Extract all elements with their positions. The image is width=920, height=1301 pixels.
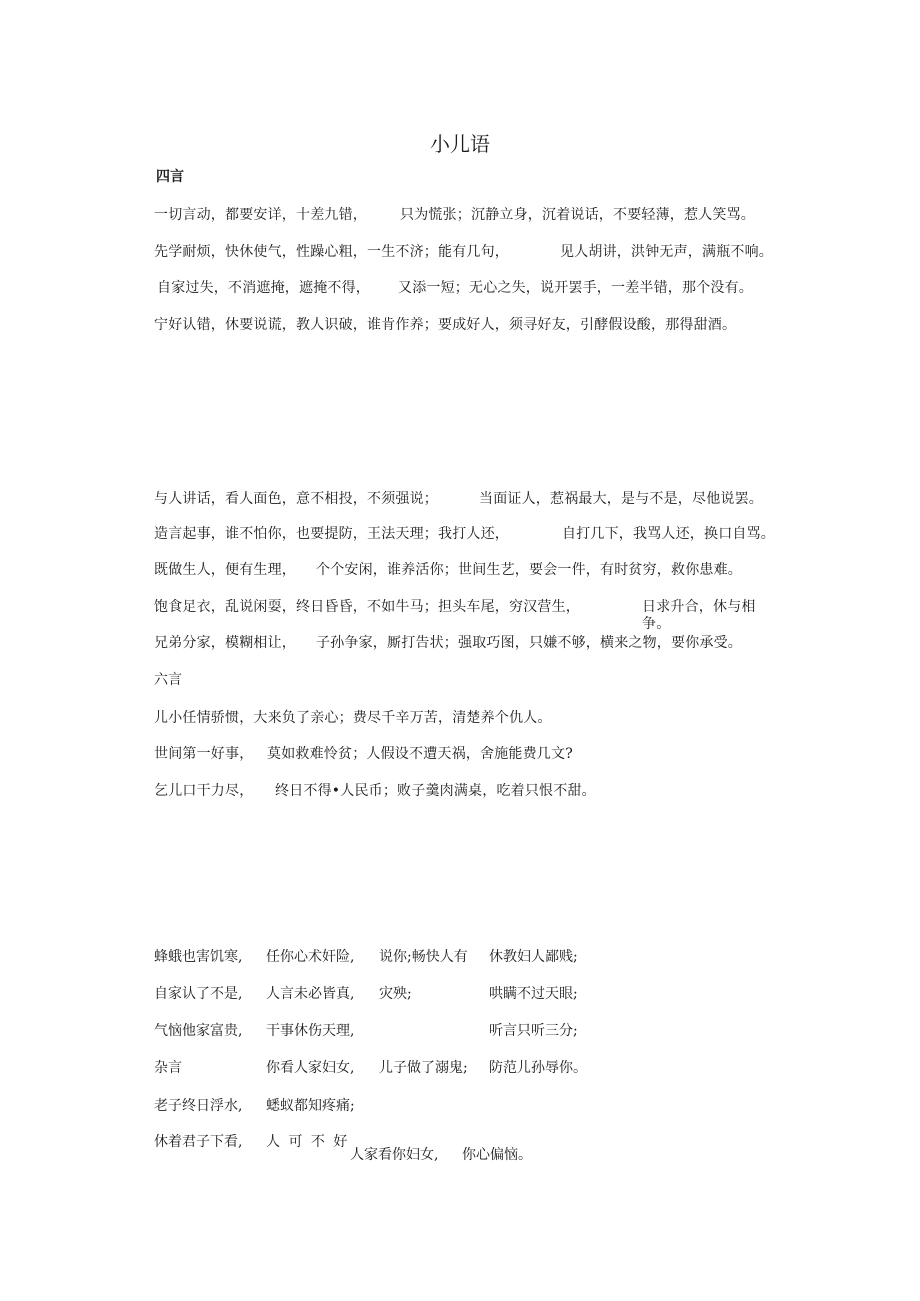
text-segment: 世间第一好事， <box>154 746 254 762</box>
table-cell: 你看人家妇女, <box>266 1060 355 1076</box>
table-cell: 任你心术奸险, <box>266 949 355 965</box>
table-cell: 自家认了不是, <box>154 986 243 1002</box>
text-segment: 乞儿口干力尽， <box>154 783 254 799</box>
text-segment: 造言起事，谁不怕你，也要提防，王法天理；我打人还， <box>154 526 509 542</box>
table-cell: 气恼他家富贵, <box>154 1023 243 1039</box>
text-segment: 只为慌张；沉静立身，沉着说话，不要轻薄，惹人笑骂。 <box>400 207 755 223</box>
text-segment: 宁好认错，休要说谎，教人识破，谁肯作养；要成好人，须寻好友，引酵假设酸，那得甜酒。 <box>154 317 737 333</box>
text-segment: 子孙争家，厮打告状；强取巧图，只嫌不够，横来之物，要你承受。 <box>316 635 742 651</box>
text-segment: 兄弟分家，模糊相让， <box>154 635 296 651</box>
text-segment: 自打几下，我骂人还，换口自骂。 <box>562 526 775 542</box>
text-segment: 又添一短；无心之失，说开罢手，一差半错，那个没有。 <box>398 280 753 296</box>
table-cell: 蟋蚁都知疼痛; <box>266 1098 355 1114</box>
text-segment: 个个安闲，谁养活你；世间生艺，要会一件，有时贫穷，救你患难。 <box>316 562 742 578</box>
table-cell: 干事休伤天理, <box>266 1023 355 1039</box>
table-cell: 老子终日浮水, <box>154 1098 243 1114</box>
table-cell: 休教妇人鄙贱; <box>489 949 578 965</box>
table-cell: 防范儿孙辱你。 <box>489 1060 587 1076</box>
table-cell: 休着君子下看, <box>154 1134 243 1150</box>
section-heading-liuyan: 六言 <box>154 672 182 688</box>
table-cell: 哄瞒不过天眼; <box>489 986 578 1002</box>
table-cell: 儿子做了溺鬼; <box>379 1060 468 1076</box>
table-cell: 蜂蛾也害饥寒, <box>154 949 243 965</box>
text-segment: 莫如救难怜贫；人假设不遭天祸，舍施能费几文? <box>267 746 573 762</box>
text-segment: 儿小任情骄惯，大来负了亲心；费尽千辛万苦，清楚养个仇人。 <box>154 710 552 726</box>
text-segment: 终日不得•人民币；败子羹肉满桌，吃着只恨不甜。 <box>275 783 596 799</box>
text-segment: 饱食足衣，乱说闲耍，终日昏昏，不如牛马；担头车尾，穷汉营生， <box>154 599 580 615</box>
text-segment: 见人胡讲，洪钟无声，满瓶不响。 <box>560 244 773 260</box>
text-segment: 争。 <box>642 616 671 632</box>
table-cell: 人 可 不 好 <box>266 1134 350 1150</box>
text-segment: 日求升合，休与相 <box>642 599 756 615</box>
table-cell: 人言未必皆真, <box>266 986 355 1002</box>
table-cell: 灾殃; <box>379 986 412 1002</box>
section-heading-siyan: 四言 <box>156 169 184 185</box>
document-title: 小儿语 <box>430 132 490 156</box>
text-segment: 既做生人，便有生理， <box>154 562 296 578</box>
text-segment: 人家看你妇女, <box>350 1147 439 1163</box>
text-segment: 自家过失，不消遮掩，遮掩不得， <box>157 280 370 296</box>
text-segment: 一切言动，都要安详，十差九错， <box>154 207 367 223</box>
text-segment: 先学耐烦，快休使气，性躁心粗，一生不济；能有几句， <box>154 244 509 260</box>
text-segment: 当面证人，惹祸最大，是与不是，尽他说罢。 <box>479 491 763 507</box>
text-segment: 与人讲话，看人面色，意不相投，不须强说； <box>154 491 438 507</box>
table-cell: 说你;畅快人有 <box>379 949 468 965</box>
table-cell: 听言只听三分; <box>489 1023 578 1039</box>
text-segment: 你心偏恼。 <box>462 1147 532 1163</box>
table-cell: 杂言 <box>154 1060 182 1076</box>
